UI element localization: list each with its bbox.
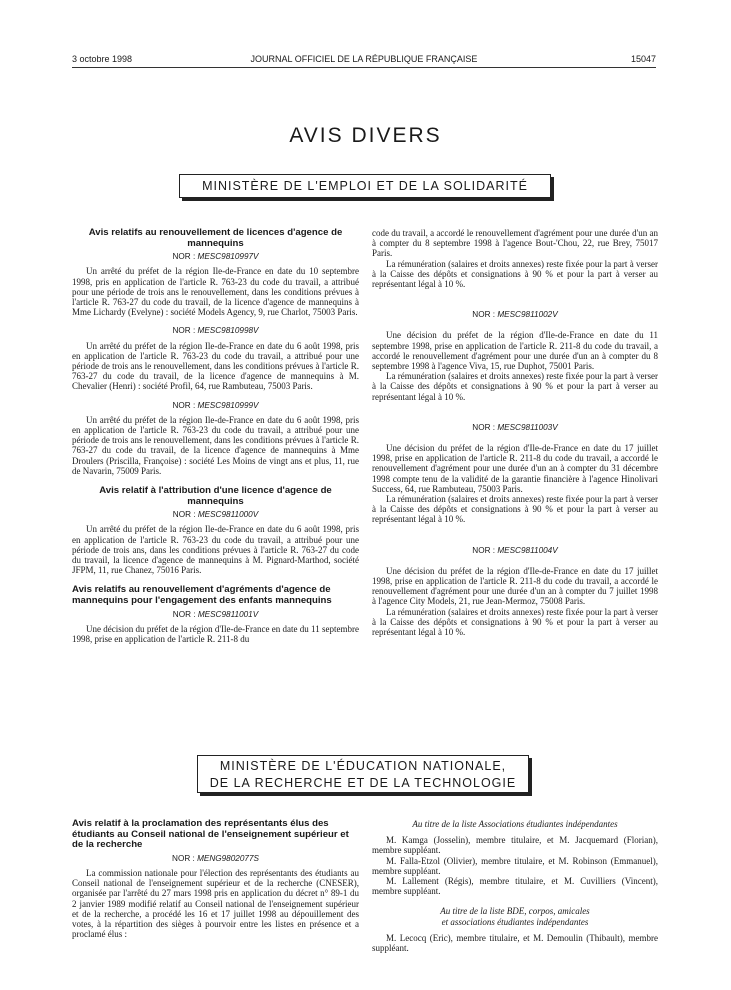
header-rule — [72, 67, 656, 68]
nor-reference — [72, 510, 359, 520]
nor-label: NOR : — [172, 510, 196, 520]
left-column — [72, 228, 359, 644]
nor-label: NOR : — [472, 422, 496, 432]
remuneration-text: La rémunération (salaires et droits annexes) reste fixée pour la part à verser à la Caisse des dépôts et consignations à 90 % et pour la part à verser au représentant légal à 10 %. — [372, 371, 658, 402]
remuneration-text: La rémunération (salaires et droits annexes) reste fixée pour la part à verser à la Caisse des dépôts et consignations à 90 % et pour la part à verser au représentant légal à 10 %. — [372, 258, 658, 290]
nor-label: NOR : — [172, 400, 196, 410]
list-title: Au titre de la liste Associations étudiantes indépendantes — [412, 819, 618, 829]
nor-code: MESC9810997V — [197, 252, 259, 262]
nor-code: MENG9802077S — [197, 853, 259, 863]
article-heading: Avis relatifs au renouvellement d'agréments d'agence de mannequins pour l'engagement des enfants mannequins — [72, 584, 332, 607]
article-heading: Avis relatif à l'attribution d'une licence d'agence de mannequins — [99, 485, 332, 507]
article-heading: Avis relatifs au renouvellement de licences d'agence de mannequins — [88, 227, 343, 249]
ministry-name: MINISTÈRE DE L'EMPLOI ET DE LA SOLIDARITÉ — [202, 179, 528, 193]
notice-text-continued: code du travail, a accordé le renouvellement d'agrément pour une durée d'un an à compter du 8 septembre 1998 à l'agence Bout-'Chou, 22, rue Brey, 75017 Paris. — [372, 228, 658, 259]
nor-label: NOR : — [172, 326, 196, 336]
list-item: M. Kamga (Josselin), membre titulaire, et M. Jacquemard (Florian), membre suppléant. — [372, 835, 658, 856]
header-date: 3 octobre 1998 — [72, 54, 133, 64]
nor-reference — [72, 326, 359, 336]
ministry-box-education — [197, 755, 529, 793]
notice-text: La commission nationale pour l'élection des représentants des étudiants au Conseil national de l'enseignement supérieur et de la recherche (CNESER), organisée par l'arrêté du 27 mars 1998 pris en application du décret n° 89-1 du 2 janvier 1989 modifié relatif au Conseil national de l'enseignement supérieur et de la recherche, a procédé les 16 et 17 juillet 1998 au dépouillement des votes, à la répartition des sièges à pourvoir entre les listes en présence et a proclamé élus : — [72, 867, 359, 940]
page-title: AVIS DIVERS — [289, 124, 442, 147]
nor-reference — [72, 854, 359, 864]
ministry-name-line1: MINISTÈRE DE L'ÉDUCATION NATIONALE, — [219, 759, 507, 773]
nor-label: NOR : — [172, 252, 196, 262]
notice-text: Une décision du préfet de la région d'Ile-de-France en date du 11 septembre 1998, prise en application de l'article R. 211-8 du code du travail, a accordé le renouvellement d'agrément pour une durée d'un an à compter du 8 septembre 1998 à l'agence Viva, 15, rue Duphot, 75001 Paris. — [372, 330, 658, 372]
journal-title: JOURNAL OFFICIEL DE LA RÉPUBLIQUE FRANÇAISE — [250, 54, 478, 64]
remuneration-text: La rémunération (salaires et droits annexes) reste fixée pour la part à verser à la Caisse des dépôts et consignations à 90 % et pour la part à verser au représentant légal à 10 %. — [372, 494, 658, 525]
notice-text: Une décision du préfet de la région d'Ile-de-France en date du 17 juillet 1998, prise en application de l'article R. 211-8 du code du travail, a accordé le renouvellement d'agrément pour une durée d'un an à compter du 31 décembre 1998 compte tenu de la validité de la garantie financière à l'agence Hinolivari Success, 64, rue Rambuteau, 75003 Paris. — [372, 443, 658, 494]
page-number: 15047 — [630, 54, 656, 64]
ministry-box-emploi — [179, 174, 551, 198]
left-column-education — [72, 819, 359, 939]
nor-label: NOR : — [172, 853, 195, 863]
nor-reference — [72, 610, 359, 620]
nor-label: NOR : — [172, 609, 196, 619]
right-column-education — [372, 819, 658, 953]
list-title: et associations étudiantes indépendantes — [441, 916, 589, 927]
notice-text: Une décision du préfet de la région d'Ile-de-France en date du 17 juillet 1998, prise en application de l'article R. 211-8 du code du travail, a accordé le renouvellement d'agrément pour une durée d'un an à compter du 7 juillet 1998 à l'agence City Models, 21, rue Jean-Mermoz, 75008 Paris. — [372, 565, 658, 607]
nor-reference — [372, 546, 658, 556]
notice-text: Un arrêté du préfet de la région Ile-de-France en date du 10 septembre 1998, pris en application de l'article R. 763-23 du code du travail, a attribué pour une période de trois ans le renouvellement, dans les conditions prévues à l'article R. 763-27 du code du travail, de la licence d'agence de mannequins à Mme Lichardy (Evelyne) : société Models Agency, 9, rue Charlot, 75003 Paris. — [72, 266, 359, 318]
notice-text: Un arrêté du préfet de la région Ile-de-France en date du 6 août 1998, pris en application de l'article R. 763-23 du code du travail, a attribué pour une période de trois ans le renouvellement, dans les conditions prévues à l'article R. 763-27 du code du travail, de la licence d'agence de mannequins à M. Chevalier (Henri) : société Profil, 64, rue Rambuteau, 75003 Paris. — [72, 340, 359, 392]
nor-code: MESC9811004V — [497, 545, 558, 555]
nor-code: MESC9811000V — [197, 510, 259, 520]
notice-text: Une décision du préfet de la région d'Ile-de-France en date du 11 septembre 1998, prise en application de l'article R. 211-8 du — [72, 623, 359, 645]
notice-text: Un arrêté du préfet de la région Ile-de-France en date du 6 août 1998, pris en application de l'article R. 763-23 du code du travail, a attribué pour une période de trois ans le renouvellement, dans les conditions prévues à l'article R. 763-27 du code du travail, de la licence d'agence de mannequins à Mme Droulers (Priscilla, Françoise) : société Les Moins de vingt ans et plus, 11, rue de Navarin, 75009 Paris. — [72, 414, 359, 476]
list-title: Au titre de la liste BDE, corpos, amicales — [440, 906, 590, 917]
nor-code: MESC9810998V — [197, 326, 259, 336]
nor-reference — [72, 401, 359, 411]
nor-code: MESC9810999V — [197, 400, 259, 410]
list-item: M. Lecocq (Eric), membre titulaire, et M. Demoulin (Thibault), membre suppléant. — [372, 932, 658, 954]
nor-code: MESC9811002V — [497, 310, 558, 320]
notice-text: Un arrêté du préfet de la région Ile-de-France en date du 6 août 1998, pris en application de l'article R. 763-23 du code du travail, a attribué pour une période de trois ans, dans les conditions prévues à l'article R. 763-27 du code du travail, la licence d'agence de mannequins à M. Pignard-Marthod, société JFPM, 11, rue Chanez, 75016 Paris. — [72, 524, 359, 576]
remuneration-text: La rémunération (salaires et droits annexes) reste fixée pour la part à verser à la Caisse des dépôts et consignations à 90 % et pour la part à verser au représentant légal à 10 %. — [372, 606, 658, 638]
article-heading: Avis relatif à la proclamation des représentants élus des étudiants au Conseil national de l'enseignement supérieur et de la recherche — [72, 818, 349, 851]
nor-label: NOR : — [472, 310, 496, 320]
nor-reference — [372, 310, 658, 320]
nor-code: MESC9811001V — [197, 609, 259, 619]
list-item: M. Falla-Etzol (Olivier), membre titulaire, et M. Robinson (Emmanuel), membre suppléant. — [372, 855, 658, 876]
list-item: M. Lallement (Régis), membre titulaire, et M. Cuvilliers (Vincent), membre suppléant. — [372, 876, 658, 897]
nor-label: NOR : — [472, 545, 496, 555]
nor-reference — [72, 252, 359, 262]
right-column — [372, 228, 658, 637]
nor-reference — [372, 423, 658, 433]
ministry-name-line2: DE LA RECHERCHE ET DE LA TECHNOLOGIE — [209, 776, 517, 790]
nor-code: MESC9811003V — [497, 422, 558, 432]
